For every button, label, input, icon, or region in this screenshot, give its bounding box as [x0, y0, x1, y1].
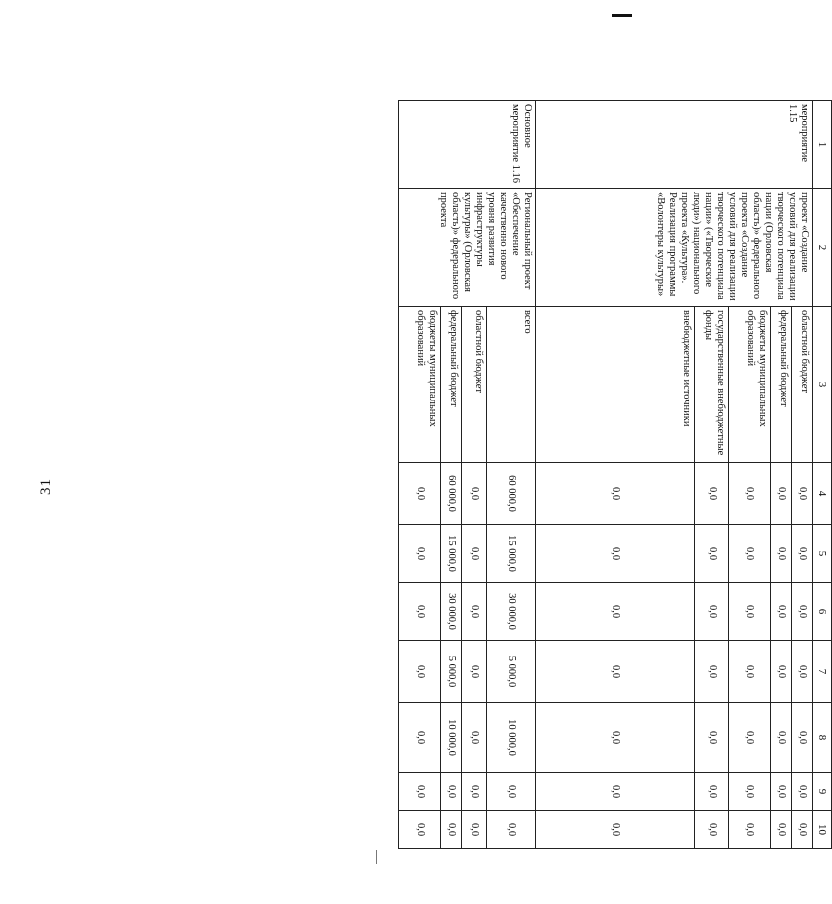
- value-cell: 0,0: [771, 583, 792, 641]
- value-cell: 0,0: [399, 703, 441, 773]
- value-cell: 0,0: [487, 811, 535, 849]
- value-cell: 0,0: [535, 641, 695, 703]
- value-cell: 0,0: [695, 641, 729, 703]
- value-cell: 0,0: [535, 811, 695, 849]
- value-cell: 0,0: [462, 773, 487, 811]
- value-cell: 0,0: [695, 525, 729, 583]
- value-cell: 0,0: [399, 463, 441, 525]
- value-cell: 0,0: [792, 773, 813, 811]
- value-cell: 0,0: [728, 463, 770, 525]
- header-row: [813, 101, 832, 849]
- value-cell: 0,0: [462, 463, 487, 525]
- value-cell: 30 000,0: [441, 583, 462, 641]
- value-cell: 15 000,0: [487, 525, 535, 583]
- value-cell: 0,0: [792, 583, 813, 641]
- value-cell: 0,0: [535, 463, 695, 525]
- value-cell: 60 000,0: [441, 463, 462, 525]
- table-row: [792, 101, 813, 849]
- value-cell: 0,0: [771, 703, 792, 773]
- header-cell: 1: [813, 101, 832, 189]
- value-cell: 0,0: [771, 463, 792, 525]
- value-cell: 0,0: [462, 811, 487, 849]
- header-cell: 9: [813, 773, 832, 811]
- value-cell: 0,0: [728, 583, 770, 641]
- value-cell: 0,0: [399, 583, 441, 641]
- value-cell: 0,0: [535, 703, 695, 773]
- header-cell: 7: [813, 641, 832, 703]
- value-cell: 0,0: [728, 525, 770, 583]
- source-cell: областной бюджет: [792, 307, 813, 463]
- value-cell: 0,0: [728, 641, 770, 703]
- value-cell: 15 000,0: [441, 525, 462, 583]
- value-cell: 0,0: [695, 811, 729, 849]
- value-cell: 0,0: [535, 525, 695, 583]
- header-cell: 5: [813, 525, 832, 583]
- value-cell: 0,0: [462, 703, 487, 773]
- value-cell: 0,0: [399, 641, 441, 703]
- value-cell: 0,0: [695, 463, 729, 525]
- value-cell: 0,0: [695, 583, 729, 641]
- header-cell: 4: [813, 463, 832, 525]
- event-label-cell: мероприятие 1.15: [535, 101, 812, 189]
- value-cell: 0,0: [462, 641, 487, 703]
- source-cell: внебюджетные источники: [535, 307, 695, 463]
- value-cell: 0,0: [771, 525, 792, 583]
- value-cell: 0,0: [792, 525, 813, 583]
- header-cell: 2: [813, 189, 832, 307]
- value-cell: 0,0: [399, 773, 441, 811]
- table-row: [487, 101, 535, 849]
- value-cell: 0,0: [462, 525, 487, 583]
- value-cell: 0,0: [535, 583, 695, 641]
- value-cell: 0,0: [695, 773, 729, 811]
- project-description-cell: проект «Создание условий для реализации творческого потенциала нации (Орловская область)» федерального проекта «Создание условий для реализации творческого потенциала нации» («Творческие люди») национального проекта «Культура». Реализация программы «Волонтеры культуры»: [535, 189, 812, 307]
- value-cell: 10 000,0: [487, 703, 535, 773]
- header-cell: 10: [813, 811, 832, 849]
- value-cell: 0,0: [792, 463, 813, 525]
- rotated-table-area: [84, 100, 832, 837]
- source-cell: федеральный бюджет: [441, 307, 462, 463]
- value-cell: 0,0: [399, 525, 441, 583]
- source-cell: всего: [487, 307, 535, 463]
- source-cell: государственные внебюджетные фонды: [695, 307, 729, 463]
- table-rotation-wrapper: [398, 100, 832, 848]
- header-cell: 3: [813, 307, 832, 463]
- value-cell: 0,0: [399, 811, 441, 849]
- project-description-cell: Региональный проект «Обеспечение качественно нового уровня развития инфраструктуры культуры» (Орловская область)» федерального проекта: [399, 189, 536, 307]
- value-cell: 30 000,0: [487, 583, 535, 641]
- value-cell: 0,0: [771, 773, 792, 811]
- source-cell: бюджеты муниципальных образований: [399, 307, 441, 463]
- value-cell: 10 000,0: [441, 703, 462, 773]
- value-cell: 0,0: [728, 773, 770, 811]
- margin-tick-mark: [376, 850, 377, 864]
- value-cell: 0,0: [728, 703, 770, 773]
- header-cell: 6: [813, 583, 832, 641]
- value-cell: 0,0: [771, 641, 792, 703]
- value-cell: 60 000,0: [487, 463, 535, 525]
- value-cell: 0,0: [535, 773, 695, 811]
- value-cell: 0,0: [695, 703, 729, 773]
- value-cell: 0,0: [792, 641, 813, 703]
- value-cell: 0,0: [441, 773, 462, 811]
- value-cell: 0,0: [771, 811, 792, 849]
- value-cell: 5 000,0: [441, 641, 462, 703]
- corner-dash-mark: [612, 14, 632, 17]
- value-cell: 0,0: [462, 583, 487, 641]
- value-cell: 5 000,0: [487, 641, 535, 703]
- page-number: 31: [38, 478, 54, 495]
- value-cell: 0,0: [792, 811, 813, 849]
- value-cell: 0,0: [728, 811, 770, 849]
- value-cell: 0,0: [441, 811, 462, 849]
- value-cell: 0,0: [792, 703, 813, 773]
- source-cell: федеральный бюджет: [771, 307, 792, 463]
- source-cell: бюджеты муниципальных образований: [728, 307, 770, 463]
- header-cell: 8: [813, 703, 832, 773]
- event-label-cell: Основное мероприятие 1.16: [399, 101, 536, 189]
- budget-table: [398, 100, 832, 849]
- value-cell: 0,0: [487, 773, 535, 811]
- source-cell: областной бюджет: [462, 307, 487, 463]
